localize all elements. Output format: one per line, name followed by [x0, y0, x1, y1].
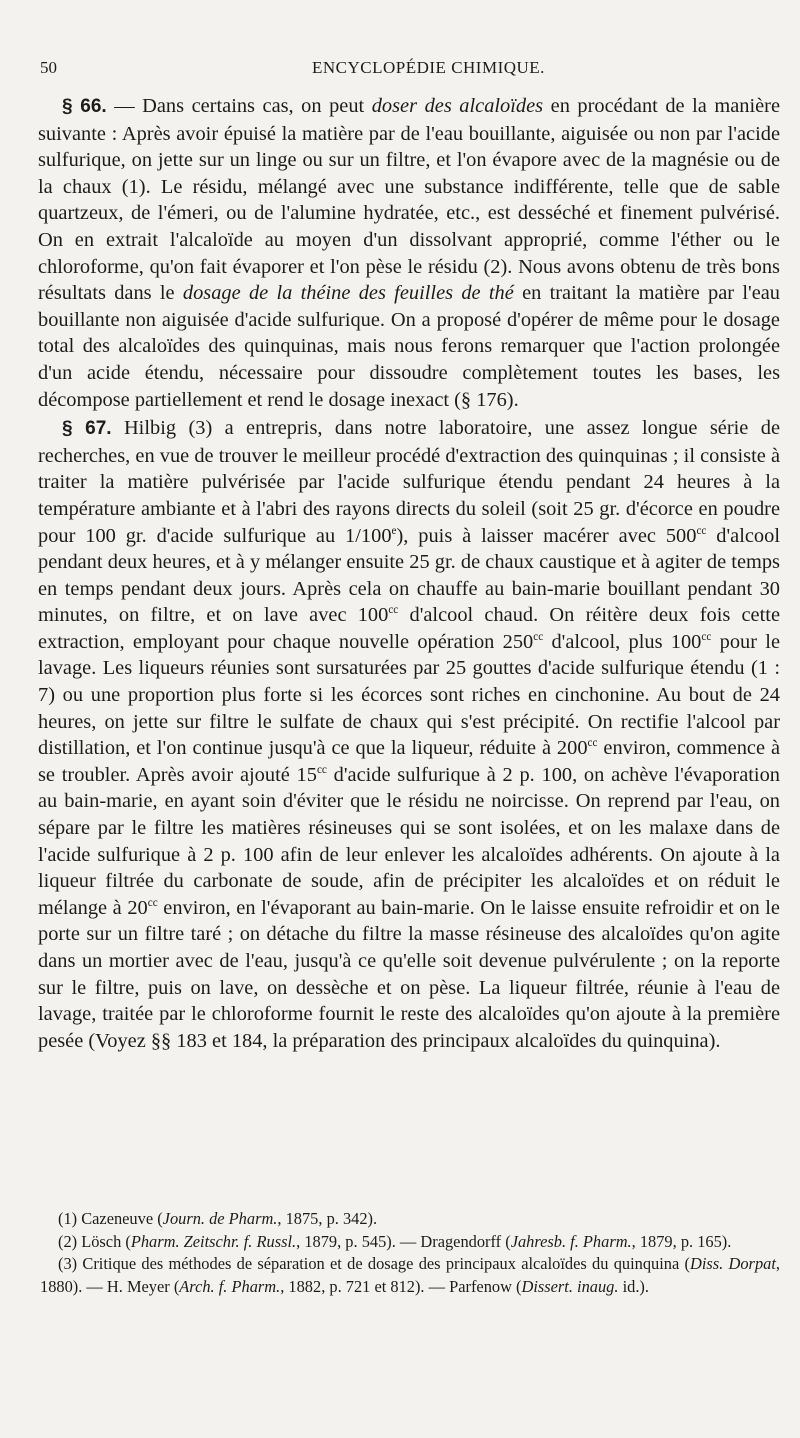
text-run: , 1879, p. 165).: [631, 1231, 732, 1251]
section-number: § 66.: [62, 96, 107, 117]
superscript: cc: [388, 604, 399, 617]
text-run: environ, en l'évaporant au bain-marie. On le laisse ensuite refroidir et on le porte sur un filtre taré ; on détache du filtre la masse résineuse des alcaloïdes qu'on agite dans un mortier avec de l'eau, jusqu'à ce qu'elle soit devenue pulvérulente ; on la reporte sur le filtre, puis on lave, on dessèche et on pèse. La liqueur filtrée, réunie à l'eau de lavage, traitée par le chloroforme fournit le reste des alcaloïdes qu'on ajoute à la première pesée (Voyez §§ 183 et 184, la préparation des principaux alcaloïdes du quinquina).: [38, 896, 780, 1052]
text-run: ), puis à laisser macérer avec 500: [396, 524, 697, 547]
footnotes: [40, 1208, 780, 1298]
superscript: cc: [587, 737, 598, 750]
text-run: (2) Lösch (: [58, 1231, 131, 1251]
superscript: cc: [701, 631, 712, 644]
text-run: d'acide sulfurique à 2 p. 100, on achève l'évaporation au bain-marie, en ayant soin d'éviter que le résidu ne noircisse. On reprend par l'eau, on sépare par le filtre les matières résineuses qui se sont isolées, et on les malaxe dans de l'acide sulfurique à 2 p. 100 afin de leur enlever les alcaloïdes adhérents. On ajoute à la liqueur filtrée du carbonate de soude, afin de précipiter les alcaloïdes et on réduit le mélange à 20: [38, 763, 780, 919]
italic-text: Jahresb. f. Pharm.: [510, 1231, 632, 1251]
text-run: en procédant de la manière suivante : Après avoir épuisé la matière par de l'eau bouillante, aiguisée ou non par l'acide sulfurique, on jette sur un linge ou sur un filtre, et l'on évapore avec de la magnésie ou de la chaux (1). Le résidu, mélangé avec une substance indifférente, telle que de sable quartzeux, de l'émeri, ou de l'alumine hydratée, etc., est desséché et finement pulvérisé. On en extrait l'alcaloïde au moyen d'un dissolvant approprié, comme l'éther ou le chloroforme, qu'on fait évaporer et l'on pèse le résidu (2). Nous avons obtenu de très bons résultats dans le: [38, 95, 781, 305]
text-run: (1) Cazeneuve (: [58, 1209, 163, 1228]
footnote: [40, 1231, 780, 1254]
text-run: d'alcool, plus 100: [543, 630, 702, 653]
text-run: id.).: [618, 1276, 649, 1296]
italic-text: Dissert. inaug.: [521, 1276, 619, 1296]
text-run: pour le lavage. Les liqueurs réunies sont sursaturées par 25 gouttes d'acide sulfurique étendu (1 : 7) ou une proportion plus forte si les écorces sont riches en cinchonine. Au bout de 24 heures, on jette sur filtre le sulfate de chaux qui s'est précipité. On rectifie l'alcool par distillation, et l'on continue jusqu'à ce que la liqueur, réduite à 200: [38, 630, 780, 760]
italic-text: doser des alcaloïdes: [371, 95, 544, 117]
text-run: , 1875, p. 342).: [277, 1209, 378, 1228]
text-run: Hilbig (3) a entrepris, dans notre laboratoire, une assez longue série de recherches, en vue de trouver le meilleur procédé d'extraction des quinquinas ; il consiste à traiter la matière pulvérisée par l'acide sulfurique étendu pendant 24 heures à la température ambiante et à l'abri des rayons directs du soleil (soit 25 gr. d'écorce en poudre pour 100 gr. d'acide sulfurique au 1/100: [38, 417, 780, 547]
text-run: (3) Critique des méthodes de séparation et de dosage des principaux alcaloïdes du quinquina (: [58, 1254, 690, 1273]
section-paragraph: [38, 93, 780, 413]
italic-text: Pharm. Zeitschr. f. Russl.: [130, 1231, 297, 1251]
superscript: cc: [696, 524, 707, 537]
superscript: e: [391, 524, 397, 537]
text-run: , 1879, p. 545). — Dragendorff (: [296, 1231, 511, 1251]
text-run: , 1880). — H. Meyer (: [40, 1254, 780, 1296]
footnote: [40, 1253, 780, 1298]
italic-text: Arch. f. Pharm.: [179, 1276, 281, 1296]
section-number: § 67.: [62, 418, 112, 440]
superscript: cc: [147, 896, 158, 909]
main-text: [38, 93, 780, 1054]
running-title: ENCYCLOPÉDIE CHIMIQUE.: [312, 58, 545, 77]
text-run: d'alcool chaud. On réitère deux fois cette extraction, employant pour chaque nouvelle opération 250: [38, 604, 780, 653]
text-run: environ, commence à se troubler. Après avoir ajouté 15: [38, 737, 780, 786]
text-run: en traitant la matière par l'eau bouillante non aiguisée d'acide sulfurique. On a proposé d'opérer de même pour le dosage total des alcaloïdes des quinquinas, mais nous ferons remarquer que l'action prolongée d'un acide étendu, nécessaire pour dissoudre complètement toutes les bases, les décompose partiellement et rend le dosage inexact (§ 176).: [38, 282, 780, 411]
italic-text: Diss. Dorpat: [690, 1254, 776, 1273]
italic-text: dosage de la théine des feuilles de thé: [182, 282, 514, 305]
page-number: 50: [40, 58, 57, 77]
superscript: cc: [316, 764, 327, 776]
superscript: cc: [533, 631, 544, 644]
section-paragraph: [38, 415, 780, 1054]
page-header: [40, 58, 770, 84]
text-run: — Dans certains cas, on peut: [106, 95, 372, 117]
footnote: [40, 1208, 780, 1231]
italic-text: Journ. de Pharm.: [162, 1209, 278, 1228]
text-run: d'alcool pendant deux heures, et à y mélanger ensuite 25 gr. de chaux caustique et à agiter de temps en temps pendant deux jours. Après cela on chauffe au bain-marie bouillant pendant 30 minutes, on filtre, et on lave avec 100: [38, 524, 780, 627]
text-run: , 1882, p. 721 et 812). — Parfenow (: [280, 1276, 522, 1296]
